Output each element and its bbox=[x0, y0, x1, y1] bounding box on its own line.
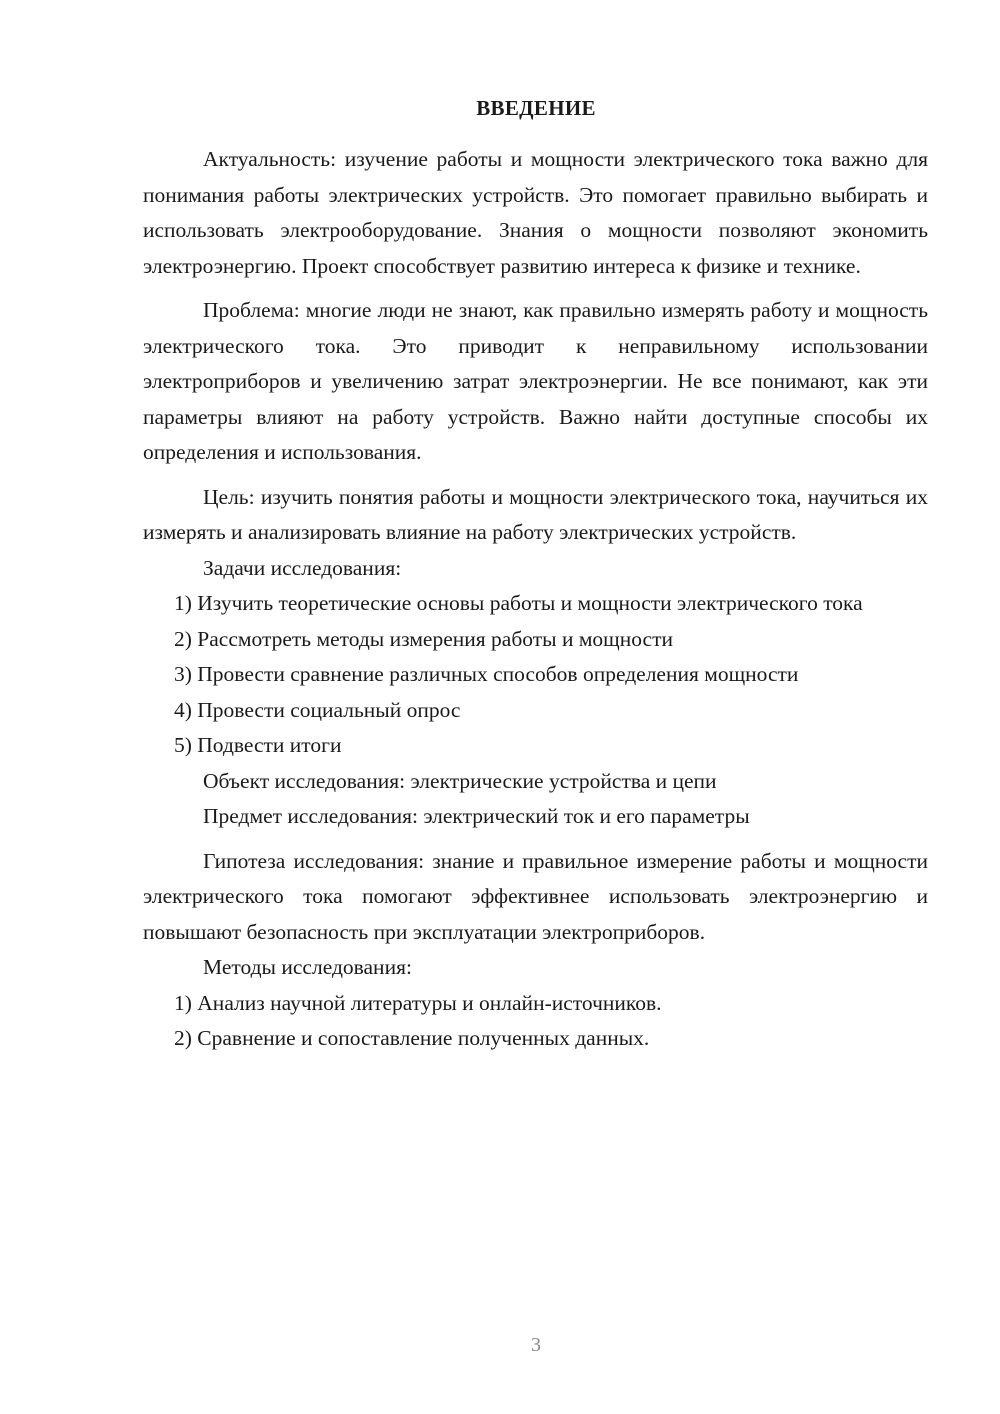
document-body bbox=[143, 142, 928, 1057]
problem-paragraph: Проблема: многие люди не знают, как правильно измерять работу и мощность электрического тока. Это приводит к неправильному использовании электроприборов и увеличению затрат электроэнергии. Не все понимают, как эти параметры влияют на работу устройств. Важно найти доступные способы их определения и использования. bbox=[143, 298, 928, 464]
tasks-heading: Задачи исследования: bbox=[203, 555, 402, 580]
task-item-4: 4) Провести социальный опрос bbox=[174, 697, 461, 722]
task-item-5: 5) Подвести итоги bbox=[174, 733, 342, 757]
method-item-2: 2) Сравнение и сопоставление полученных данных. bbox=[174, 1026, 650, 1050]
page-title: ВВЕДЕНИЕ bbox=[476, 96, 596, 120]
method-item-1: 1) Анализ научной литературы и онлайн-источников. bbox=[174, 990, 662, 1015]
research-object: Объект исследования: электрические устройства и цепи bbox=[203, 768, 717, 793]
task-item-3: 3) Провести сравнение различных способов определения мощности bbox=[174, 662, 799, 686]
page-number: 3 bbox=[531, 1334, 541, 1356]
methods-heading: Методы исследования: bbox=[203, 955, 412, 979]
task-item-2: 2) Рассмотреть методы измерения работы и мощности bbox=[174, 626, 673, 651]
research-subject: Предмет исследования: электрический ток и его параметры bbox=[203, 804, 750, 828]
hypothesis-paragraph: Гипотеза исследования: знание и правильное измерение работы и мощности электрического тока помогают эффективнее использовать электроэнергию и повышают безопасность при эксплуатации электроприборов. bbox=[143, 848, 928, 944]
relevance-paragraph: Актуальность: изучение работы и мощности электрического тока важно для понимания работы электрических устройств. Это помогает правильно выбирать и использовать электрооборудование. Знания о мощности позволяют экономить электроэнергию. Проект способствует развитию интереса к физике и технике. bbox=[143, 147, 928, 278]
task-item-1: 1) Изучить теоретические основы работы и мощности электрического тока bbox=[174, 591, 863, 615]
goal-paragraph: Цель: изучить понятия работы и мощности электрического тока, научиться их измерять и анализировать влияние на работу электрических устройств. bbox=[143, 484, 928, 544]
